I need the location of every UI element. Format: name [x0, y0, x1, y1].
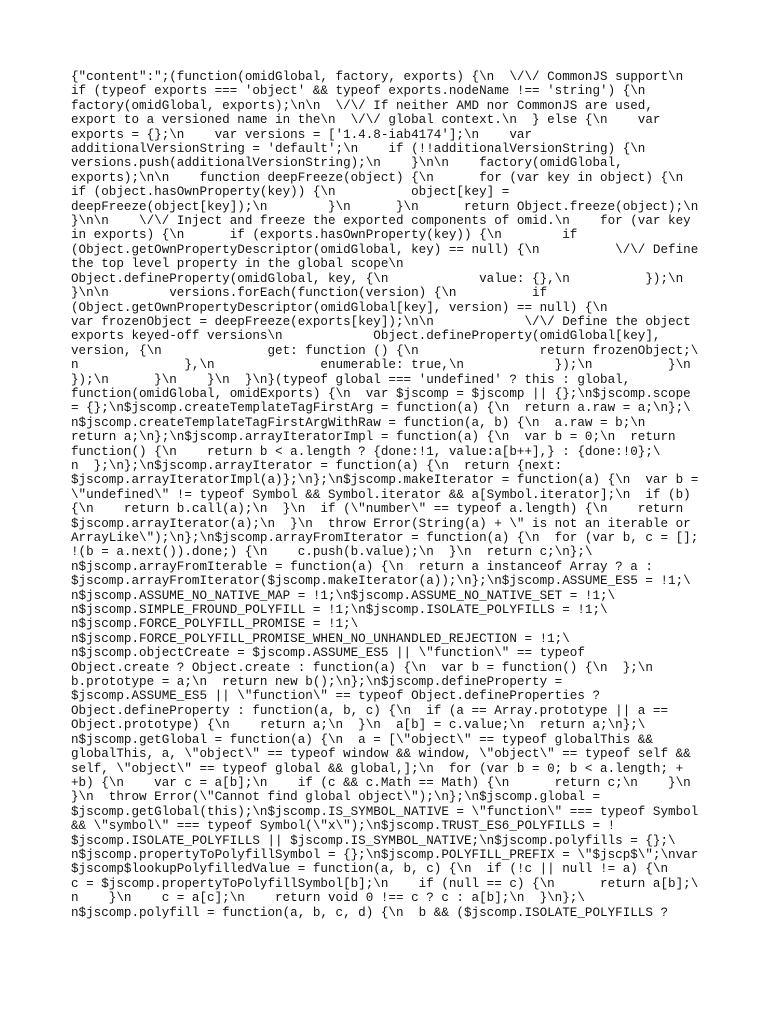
text-line: n$jscomp.FORCE_POLYFILL_PROMISE = !1;\ [71, 617, 359, 632]
text-line: return a;\n};\n$jscomp.arrayIteratorImpl = function(a) {\n var b = 0;\n return [71, 430, 676, 445]
text-line: }\n throw Error(\"Cannot find global object\");\n};\n$jscomp.global = [71, 790, 601, 805]
text-line: n$jscomp.ASSUME_NO_NATIVE_MAP = !1;\n$jscomp.ASSUME_NO_NATIVE_SET = !1;\ [71, 588, 616, 603]
text-line: ArrayLike\");\n};\n$jscomp.arrayFromIterator = function(a) {\n for (var b, c = []; [71, 531, 699, 545]
text-line: var frozenObject = deepFreeze(exports[key]);\n\n \/\/ Define the object [71, 314, 691, 329]
text-line: n$jscomp.propertyToPolyfillSymbol = {};\n$jscomp.POLYFILL_PREFIX = \"$jscp$\";\nvar [71, 847, 699, 862]
text-line: n },\n enumerable: true,\n });\n }\n [71, 358, 691, 373]
text-line: $jscomp.ASSUME_ES5 || \"function\" == typeof Object.defineProperties ? [71, 689, 601, 704]
text-line: $jscomp.ISOLATE_POLYFILLS || $jscomp.IS_SYMBOL_NATIVE;\n$jscomp.polyfills = {};\ [71, 833, 676, 848]
text-line: }\n\n \/\/ Inject and freeze the exported components of omid.\n for (var key [71, 214, 691, 229]
text-line: $jscomp$lookupPolyfilledValue = function(a, b, c) {\n if (!c || null != a) {\n [71, 862, 669, 877]
text-line: self, \"object\" == typeof global && global,];\n for (var b = 0; b < a.length; + [71, 761, 684, 776]
text-line: exports);\n\n function deepFreeze(object) {\n for (var key in object) {\n [71, 170, 684, 185]
text-line: if (object.hasOwnProperty(key)) {\n object[key] = [71, 185, 510, 200]
text-line: !(b = a.next()).done;) {\n c.push(b.value);\n }\n return c;\n};\ [71, 545, 593, 560]
text-line: Object.prototype) {\n return a;\n }\n a[b] = c.value;\n return a;\n};\ [71, 718, 646, 733]
text-line: n$jscomp.FORCE_POLYFILL_PROMISE_WHEN_NO_UNHANDLED_REJECTION = !1;\ [71, 631, 570, 646]
text-line: $jscomp.arrayFromIterator($jscomp.makeIterator(a));\n};\n$jscomp.ASSUME_ES5 = !1;\ [71, 574, 691, 589]
text-line: if (typeof exports === 'object' && typeof exports.nodeName !== 'string') {\n [71, 84, 646, 99]
text-line: +b) {\n var c = a[b];\n if (c && c.Math == Math) {\n return c;\n }\n [71, 775, 691, 790]
text-line: Object.defineProperty(omidGlobal, key, {\n value: {},\n });\n [71, 271, 684, 286]
text-line: $jscomp.getGlobal(this);\n$jscomp.IS_SYMBOL_NATIVE = \"function\" === typeof Symbol [71, 804, 699, 819]
text-line: function() {\n return b < a.length ? {done:!1, value:a[b++],} : {done:!0};\ [71, 444, 661, 459]
text-line: $jscomp.arrayIteratorImpl(a)};\n};\n$jscomp.makeIterator = function(a) {\n var b = [71, 473, 699, 488]
text-line: (Object.getOwnPropertyDescriptor(omidGlobal, key) == null) {\n \/\/ Define [71, 242, 699, 257]
text-line: && \"symbol\" === typeof Symbol(\"x\");\n$jscomp.TRUST_ES6_POLYFILLS = ! [71, 819, 616, 834]
text-line: in exports) {\n if (exports.hasOwnProperty(key)) {\n if [71, 228, 578, 243]
text-line: version, {\n get: function () {\n return frozenObject;\ [71, 343, 699, 358]
text-line: n$jscomp.createTemplateTagFirstArgWithRaw = function(a, b) {\n a.raw = b;\n [71, 415, 646, 430]
text-line: {"content":";(function(omidGlobal, factory, exports) {\n \/\/ CommonJS support\n [71, 70, 684, 84]
text-line: $jscomp.arrayIterator(a);\n }\n throw Error(String(a) + \" is not an iterable or [71, 516, 691, 531]
text-line: n$jscomp.arrayFromIterable = function(a) {\n return a instanceof Array ? a : [71, 559, 653, 574]
text-line: versions.push(additionalVersionString);\n }\n\n factory(omidGlobal, [71, 156, 623, 171]
text-line: {\n return b.call(a);\n }\n if (\"number\" == typeof a.length) {\n return [71, 502, 684, 517]
text-line: Object.create ? Object.create : function(a) {\n var b = function() {\n };\n [71, 660, 653, 675]
text-line: the top level property in the global scope\n [71, 257, 404, 272]
text-line: deepFreeze(object[key]);\n }\n }\n return Object.freeze(object);\n [71, 199, 699, 214]
text-line: n$jscomp.polyfill = function(a, b, c, d) {\n b && ($jscomp.ISOLATE_POLYFILLS ? [71, 905, 669, 920]
text-line: n$jscomp.objectCreate = $jscomp.ASSUME_ES5 || \"function\" == typeof [71, 646, 585, 661]
text-line: additionalVersionString = 'default';\n if (!!additionalVersionString) {\n [71, 142, 646, 157]
text-line: \"undefined\" != typeof Symbol && Symbol.iterator && a[Symbol.iterator];\n if (b) [71, 487, 691, 502]
text-line: }\n\n versions.forEach(function(version) {\n if [71, 286, 548, 301]
text-line: export to a versioned name in the\n \/\/ global context.\n } else {\n var [71, 113, 661, 128]
text-line: function(omidGlobal, omidExports) {\n var $jscomp = $jscomp || {};\n$jscomp.scope [71, 386, 691, 401]
raw-json-text [71, 70, 711, 920]
text-line: c = $jscomp.propertyToPolyfillSymbol[b];\n if (null == c) {\n return a[b];\ [71, 876, 699, 891]
text-line: Object.defineProperty : function(a, b, c) {\n if (a == Array.prototype || a == [71, 703, 669, 718]
text-line: exports keyed-off versions\n Object.defineProperty(omidGlobal[key], [71, 329, 661, 344]
text-line: b.prototype = a;\n return new b();\n};\n$jscomp.defineProperty = [71, 675, 563, 690]
text-line: });\n }\n }\n }\n}(typeof global === 'undefined' ? this : global, [71, 372, 631, 387]
text-line: n$jscomp.SIMPLE_FROUND_POLYFILL = !1;\n$jscomp.ISOLATE_POLYFILLS = !1;\ [71, 603, 608, 618]
text-line: n };\n};\n$jscomp.arrayIterator = function(a) {\n return {next: [71, 458, 563, 473]
text-line: factory(omidGlobal, exports);\n\n \/\/ If neither AMD nor CommonJS are used, [71, 98, 653, 113]
text-line: (Object.getOwnPropertyDescriptor(omidGlobal[key], version) == null) {\n [71, 300, 608, 315]
text-line: = {};\n$jscomp.createTemplateTagFirstArg = function(a) {\n return a.raw = a;\n};\ [71, 401, 691, 416]
text-line: globalThis, a, \"object\" == typeof window && window, \"object\" == typeof self && [71, 747, 691, 762]
text-line: n }\n c = a[c];\n return void 0 !== c ? c : a[b];\n }\n};\ [71, 891, 585, 906]
text-line: n$jscomp.getGlobal = function(a) {\n a = [\"object\" == typeof globalThis && [71, 732, 653, 747]
text-line: exports = {};\n var versions = ['1.4.8-iab4174'];\n var [71, 127, 533, 142]
